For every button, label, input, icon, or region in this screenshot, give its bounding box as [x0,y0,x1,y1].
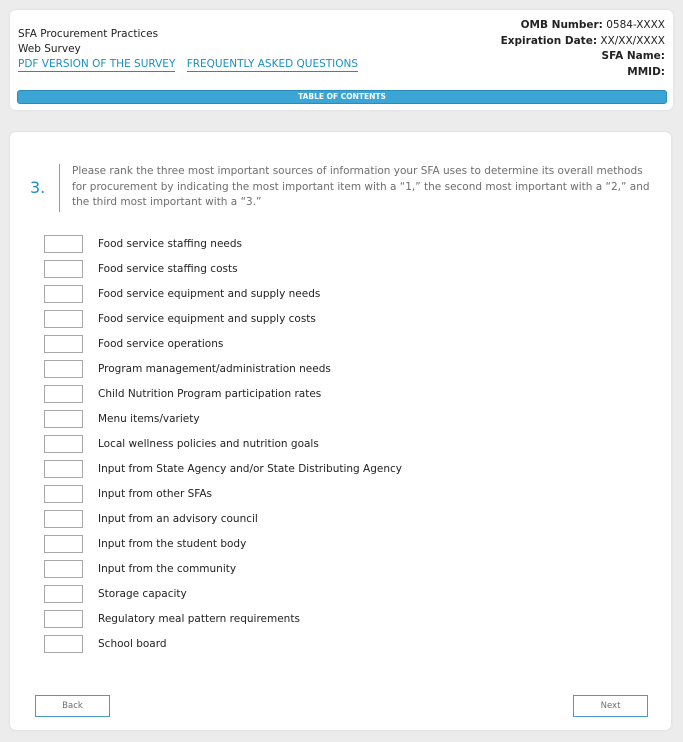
rank-label: Food service staffing costs [98,262,238,275]
rank-row [44,331,402,356]
question-number: 3. [30,178,46,197]
question-panel [10,132,671,730]
rank-input[interactable] [44,385,83,403]
rank-input[interactable] [44,335,83,353]
omb-value: 0584-XXXX [606,19,665,31]
rank-label: School board [98,637,167,650]
mmid [501,65,665,81]
sfa-name [501,49,665,65]
rank-label: Regulatory meal pattern requirements [98,612,300,625]
rank-row [44,631,402,656]
rank-row [44,381,402,406]
rank-input[interactable] [44,310,83,328]
rank-row [44,531,402,556]
rank-input[interactable] [44,285,83,303]
rank-label: Local wellness policies and nutrition goals [98,437,319,450]
rank-label: Storage capacity [98,587,187,600]
rank-row [44,256,402,281]
rank-row [44,231,402,256]
rank-input[interactable] [44,260,83,278]
survey-title-line1: SFA Procurement Practices [18,28,159,40]
survey-meta [501,18,665,80]
rank-label: Menu items/variety [98,412,200,425]
rank-row [44,356,402,381]
rank-row [44,556,402,581]
sfa-name-label: SFA Name: [601,50,665,62]
rank-input[interactable] [44,235,83,253]
rank-label: Input from other SFAs [98,487,213,500]
omb-label: OMB Number: [520,19,603,31]
rank-list [44,231,402,656]
rank-input[interactable] [44,410,83,428]
pdf-version-link[interactable]: PDF VERSION OF THE SURVEY [18,58,176,70]
rank-row [44,606,402,631]
rank-input[interactable] [44,435,83,453]
table-of-contents-button[interactable]: TABLE OF CONTENTS [17,90,667,104]
rank-label: Food service staffing needs [98,237,243,250]
omb-number [501,18,665,34]
faq-link[interactable]: FREQUENTLY ASKED QUESTIONS [186,58,359,70]
rank-input[interactable] [44,610,83,628]
rank-row [44,581,402,606]
header-links [18,58,358,70]
survey-title [18,27,158,57]
rank-label: Food service equipment and supply costs [98,312,316,325]
rank-label: Input from State Agency and/or State Distributing Agency [98,462,403,475]
rank-input[interactable] [44,460,83,478]
survey-header [10,10,673,110]
rank-input[interactable] [44,360,83,378]
expiration-value: XX/XX/XXXX [600,34,665,47]
rank-label: Program management/administration needs [98,362,331,375]
survey-title-line2: Web Survey [18,43,81,55]
question-divider [59,164,60,212]
rank-label: Input from the student body [98,537,247,550]
expiration-date [501,34,665,50]
mmid-label: MMID: [627,65,665,78]
rank-input[interactable] [44,585,83,603]
rank-row [44,406,402,431]
rank-label: Input from an advisory council [98,512,258,525]
rank-row [44,506,402,531]
expiration-label: Expiration Date: [500,34,598,47]
rank-input[interactable] [44,635,83,653]
rank-label: Food service equipment and supply needs [98,287,321,300]
rank-row [44,431,402,456]
rank-input[interactable] [44,535,83,553]
rank-row [44,456,402,481]
rank-label: Child Nutrition Program participation rates [98,387,322,400]
rank-input[interactable] [44,485,83,503]
rank-row [44,481,402,506]
rank-input[interactable] [44,560,83,578]
rank-row [44,281,402,306]
back-button[interactable]: Back [35,695,110,717]
rank-row [44,306,402,331]
rank-label: Input from the community [98,562,237,575]
rank-label: Food service operations [98,337,224,350]
question-text: Please rank the three most important sources of information your SFA uses to determine its overall methods for procurement by indicating the most important item with a “1,” the second most important with a “2,” and the third most important with a “3.” [72,165,650,208]
next-button[interactable]: Next [573,695,648,717]
rank-input[interactable] [44,510,83,528]
